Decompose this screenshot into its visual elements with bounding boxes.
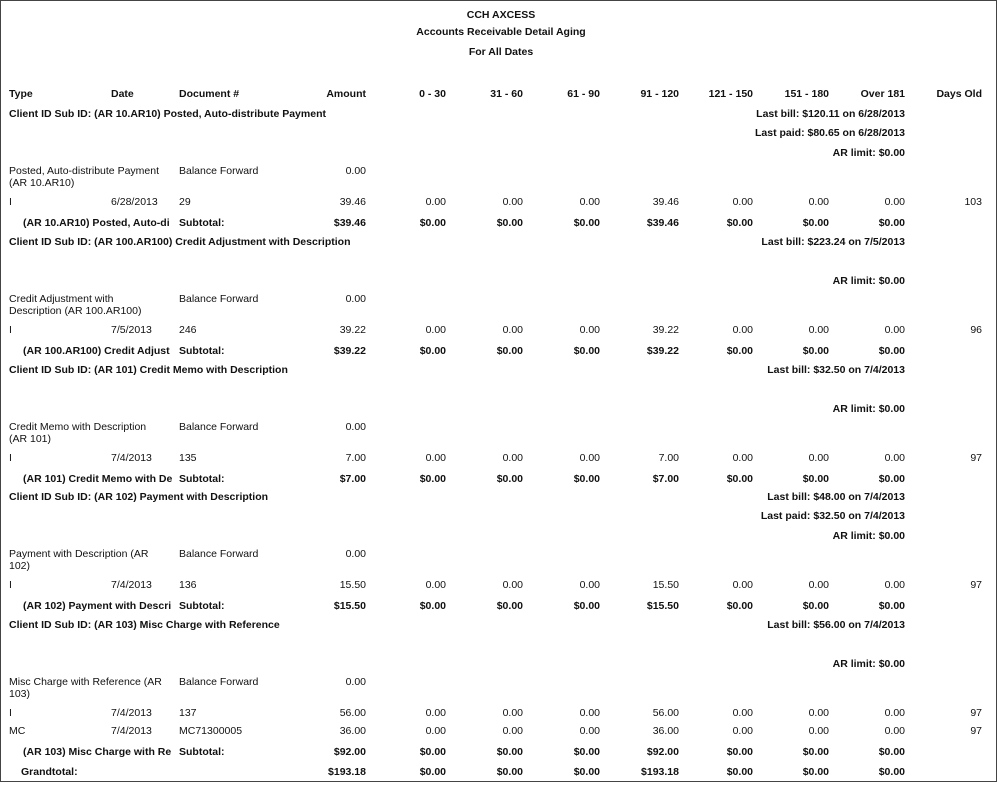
row-days-old: 97	[970, 579, 982, 591]
subtotal-name: (AR 100.AR100) Credit Adjust	[23, 345, 170, 357]
balance-forward-client-name-cont: (AR 10.AR10)	[9, 177, 75, 189]
row-date: 7/5/2013	[111, 324, 152, 336]
subtotal-0-30: $0.00	[419, 473, 446, 485]
grandtotal-151-180: $0.00	[802, 766, 829, 778]
row-date: 7/4/2013	[111, 579, 152, 591]
row-61-90: 0.00	[579, 324, 600, 336]
report-title: Accounts Receivable Detail Aging	[416, 26, 586, 38]
subtotal-121-150: $0.00	[726, 746, 753, 758]
subtotal-label: Subtotal:	[179, 600, 225, 612]
subtotal-91-120: $92.00	[646, 746, 679, 758]
balance-forward-client-name-cont: 103)	[9, 688, 31, 700]
balance-forward-label: Balance Forward	[179, 421, 259, 433]
subtotal-name: (AR 101) Credit Memo with De	[23, 473, 173, 485]
row-type: I	[9, 324, 12, 336]
balance-forward-amount: 0.00	[345, 165, 366, 177]
grandtotal-91-120: $193.18	[641, 766, 679, 778]
row-31-60: 0.00	[502, 324, 523, 336]
balance-forward-amount: 0.00	[345, 676, 366, 688]
balance-forward-client-name: Misc Charge with Reference (AR	[9, 676, 162, 688]
row-document: 29	[179, 196, 191, 208]
row-0-30: 0.00	[425, 324, 446, 336]
last-bill: Last bill: $56.00 on 7/4/2013	[767, 619, 905, 631]
grandtotal-label: Grandtotal:	[21, 766, 78, 778]
balance-forward-label: Balance Forward	[179, 548, 259, 560]
subtotal-amount: $92.00	[333, 746, 366, 758]
balance-forward-client-name-cont: Description (AR 100.AR100)	[9, 305, 142, 317]
row-91-120: 39.46	[652, 196, 679, 208]
row-0-30: 0.00	[425, 725, 446, 737]
subtotal-61-90: $0.00	[573, 217, 600, 229]
ar-limit: AR limit: $0.00	[832, 403, 905, 415]
subtotal-amount: $7.00	[339, 473, 366, 485]
row-151-180: 0.00	[808, 579, 829, 591]
subtotal-label: Subtotal:	[179, 473, 225, 485]
subtotal-31-60: $0.00	[496, 600, 523, 612]
subtotal-151-180: $0.00	[802, 746, 829, 758]
balance-forward-client-name: Posted, Auto-distribute Payment	[9, 165, 159, 177]
balance-forward-client-name-cont: 102)	[9, 560, 31, 572]
row-91-120: 39.22	[652, 324, 679, 336]
subtotal-61-90: $0.00	[573, 473, 600, 485]
col-31-60: 31 - 60	[490, 88, 523, 100]
row-amount: 39.46	[339, 196, 366, 208]
row-date: 6/28/2013	[111, 196, 158, 208]
row-days-old: 97	[970, 452, 982, 464]
last-paid: Last paid: $32.50 on 7/4/2013	[760, 510, 905, 522]
row-date: 7/4/2013	[111, 725, 152, 737]
subtotal-151-180: $0.00	[802, 600, 829, 612]
row-amount: 39.22	[339, 324, 366, 336]
subtotal-91-120: $39.46	[646, 217, 679, 229]
subtotal-label: Subtotal:	[179, 217, 225, 229]
row-days-old: 96	[970, 324, 982, 336]
subtotal-over-181: $0.00	[878, 345, 905, 357]
row-31-60: 0.00	[502, 707, 523, 719]
row-121-150: 0.00	[732, 579, 753, 591]
row-121-150: 0.00	[732, 196, 753, 208]
row-amount: 15.50	[339, 579, 366, 591]
company-name: CCH AXCESS	[466, 9, 536, 21]
col-61-90: 61 - 90	[567, 88, 600, 100]
last-bill: Last bill: $32.50 on 7/4/2013	[767, 364, 905, 376]
grandtotal-61-90: $0.00	[573, 766, 600, 778]
row-151-180: 0.00	[808, 707, 829, 719]
row-91-120: 15.50	[652, 579, 679, 591]
row-amount: 56.00	[339, 707, 366, 719]
subtotal-over-181: $0.00	[878, 473, 905, 485]
row-121-150: 0.00	[732, 725, 753, 737]
row-over-181: 0.00	[884, 324, 905, 336]
row-over-181: 0.00	[884, 579, 905, 591]
ar-limit: AR limit: $0.00	[832, 147, 905, 159]
subtotal-over-181: $0.00	[878, 746, 905, 758]
row-over-181: 0.00	[884, 725, 905, 737]
balance-forward-client-name: Credit Adjustment with	[9, 293, 114, 305]
col-document: Document #	[179, 88, 240, 100]
subtotal-31-60: $0.00	[496, 217, 523, 229]
row-121-150: 0.00	[732, 707, 753, 719]
subtotal-121-150: $0.00	[726, 473, 753, 485]
subtotal-label: Subtotal:	[179, 345, 225, 357]
row-0-30: 0.00	[425, 196, 446, 208]
subtotal-name: (AR 10.AR10) Posted, Auto-di	[23, 217, 170, 229]
subtotal-61-90: $0.00	[573, 345, 600, 357]
balance-forward-amount: 0.00	[345, 548, 366, 560]
row-days-old: 103	[964, 196, 982, 208]
balance-forward-client-name: Payment with Description (AR	[9, 548, 149, 560]
subtotal-over-181: $0.00	[878, 217, 905, 229]
col-121-150: 121 - 150	[708, 88, 753, 100]
row-31-60: 0.00	[502, 579, 523, 591]
subtotal-31-60: $0.00	[496, 345, 523, 357]
last-paid: Last paid: $80.65 on 6/28/2013	[755, 127, 905, 139]
grandtotal-121-150: $0.00	[726, 766, 753, 778]
client-header: Client ID Sub ID: (AR 10.AR10) Posted, Auto-distribute Payment	[9, 108, 326, 120]
row-type: MC	[9, 725, 26, 737]
subtotal-121-150: $0.00	[726, 345, 753, 357]
row-91-120: 36.00	[652, 725, 679, 737]
subtotal-121-150: $0.00	[726, 600, 753, 612]
subtotal-151-180: $0.00	[802, 345, 829, 357]
row-type: I	[9, 579, 12, 591]
ar-limit: AR limit: $0.00	[832, 530, 905, 542]
subtotal-0-30: $0.00	[419, 600, 446, 612]
row-days-old: 97	[970, 707, 982, 719]
last-bill: Last bill: $223.24 on 7/5/2013	[761, 236, 905, 248]
row-amount: 36.00	[339, 725, 366, 737]
row-date: 7/4/2013	[111, 707, 152, 719]
report-subtitle: For All Dates	[468, 46, 534, 58]
row-31-60: 0.00	[502, 452, 523, 464]
row-document: 246	[179, 324, 197, 336]
ar-limit: AR limit: $0.00	[832, 658, 905, 670]
subtotal-91-120: $39.22	[646, 345, 679, 357]
row-type: I	[9, 452, 12, 464]
subtotal-amount: $39.46	[333, 217, 366, 229]
client-header: Client ID Sub ID: (AR 100.AR100) Credit Adjustment with Description	[9, 236, 351, 248]
balance-forward-amount: 0.00	[345, 293, 366, 305]
row-document: 137	[179, 707, 197, 719]
row-31-60: 0.00	[502, 196, 523, 208]
row-61-90: 0.00	[579, 452, 600, 464]
subtotal-91-120: $7.00	[652, 473, 679, 485]
subtotal-151-180: $0.00	[802, 217, 829, 229]
subtotal-0-30: $0.00	[419, 746, 446, 758]
client-header: Client ID Sub ID: (AR 101) Credit Memo with Description	[9, 364, 288, 376]
row-151-180: 0.00	[808, 196, 829, 208]
col-91-120: 91 - 120	[640, 88, 679, 100]
row-days-old: 97	[970, 725, 982, 737]
subtotal-amount: $15.50	[333, 600, 366, 612]
row-121-150: 0.00	[732, 452, 753, 464]
balance-forward-label: Balance Forward	[179, 165, 259, 177]
row-document: MC71300005	[179, 725, 243, 737]
row-type: I	[9, 196, 12, 208]
row-61-90: 0.00	[579, 725, 600, 737]
row-0-30: 0.00	[425, 452, 446, 464]
col-days-old: Days Old	[936, 88, 982, 100]
subtotal-61-90: $0.00	[573, 746, 600, 758]
subtotal-name: (AR 102) Payment with Descri	[23, 600, 172, 612]
col-over-181: Over 181	[860, 88, 905, 100]
col-0-30: 0 - 30	[419, 88, 446, 100]
subtotal-151-180: $0.00	[802, 473, 829, 485]
row-91-120: 56.00	[652, 707, 679, 719]
balance-forward-label: Balance Forward	[179, 293, 259, 305]
grandtotal-over-181: $0.00	[878, 766, 905, 778]
client-header: Client ID Sub ID: (AR 102) Payment with Description	[9, 491, 269, 503]
client-header: Client ID Sub ID: (AR 103) Misc Charge with Reference	[9, 619, 280, 631]
row-document: 135	[179, 452, 197, 464]
row-61-90: 0.00	[579, 707, 600, 719]
row-document: 136	[179, 579, 197, 591]
grandtotal-31-60: $0.00	[496, 766, 523, 778]
balance-forward-client-name: Credit Memo with Description	[9, 421, 147, 433]
subtotal-label: Subtotal:	[179, 746, 225, 758]
row-31-60: 0.00	[502, 725, 523, 737]
row-151-180: 0.00	[808, 725, 829, 737]
subtotal-91-120: $15.50	[646, 600, 679, 612]
row-over-181: 0.00	[884, 707, 905, 719]
subtotal-0-30: $0.00	[419, 217, 446, 229]
row-61-90: 0.00	[579, 196, 600, 208]
row-type: I	[9, 707, 12, 719]
last-bill: Last bill: $48.00 on 7/4/2013	[767, 491, 905, 503]
balance-forward-label: Balance Forward	[179, 676, 259, 688]
row-0-30: 0.00	[425, 707, 446, 719]
row-over-181: 0.00	[884, 452, 905, 464]
subtotal-name: (AR 103) Misc Charge with Re	[23, 746, 172, 758]
balance-forward-amount: 0.00	[345, 421, 366, 433]
subtotal-61-90: $0.00	[573, 600, 600, 612]
row-over-181: 0.00	[884, 196, 905, 208]
subtotal-31-60: $0.00	[496, 746, 523, 758]
col-151-180: 151 - 180	[784, 88, 829, 100]
grandtotal-amount: $193.18	[328, 766, 366, 778]
row-91-120: 7.00	[658, 452, 679, 464]
balance-forward-client-name-cont: (AR 101)	[9, 433, 52, 445]
row-61-90: 0.00	[579, 579, 600, 591]
col-type: Type	[9, 88, 33, 100]
subtotal-121-150: $0.00	[726, 217, 753, 229]
grandtotal-0-30: $0.00	[419, 766, 446, 778]
row-151-180: 0.00	[808, 324, 829, 336]
subtotal-0-30: $0.00	[419, 345, 446, 357]
row-amount: 7.00	[345, 452, 366, 464]
subtotal-over-181: $0.00	[878, 600, 905, 612]
row-121-150: 0.00	[732, 324, 753, 336]
row-151-180: 0.00	[808, 452, 829, 464]
subtotal-31-60: $0.00	[496, 473, 523, 485]
subtotal-amount: $39.22	[333, 345, 366, 357]
row-date: 7/4/2013	[111, 452, 152, 464]
last-bill: Last bill: $120.11 on 6/28/2013	[756, 108, 905, 120]
row-0-30: 0.00	[425, 579, 446, 591]
ar-limit: AR limit: $0.00	[832, 275, 905, 287]
col-date: Date	[111, 88, 134, 100]
col-amount: Amount	[326, 88, 366, 100]
